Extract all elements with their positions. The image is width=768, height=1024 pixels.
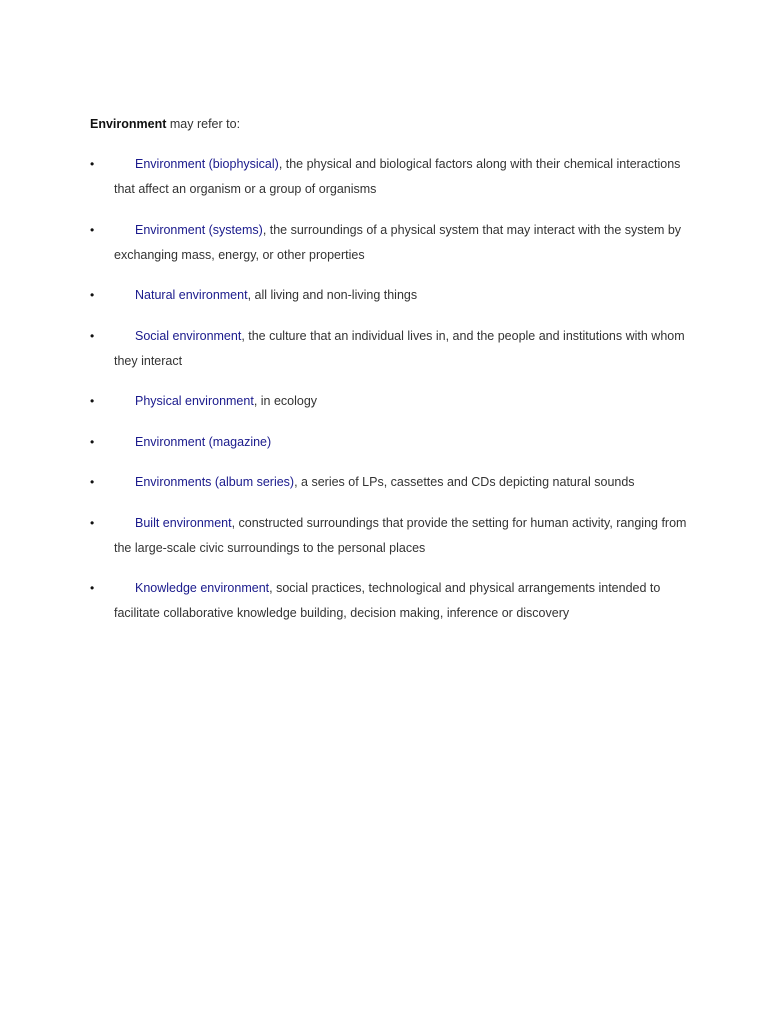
link-environment-biophysical[interactable]: Environment (biophysical) (135, 157, 279, 171)
bullet-icon: • (90, 222, 95, 237)
link-built-environment[interactable]: Built environment (135, 515, 232, 530)
list-item (90, 389, 690, 414)
item-description: , in ecology (253, 394, 318, 408)
link-environment-systems[interactable]: Environment (systems) (135, 222, 263, 237)
link-physical-environment[interactable]: Physical environment (135, 394, 254, 408)
disambiguation-list (90, 152, 690, 642)
item-description: , the physical and biological factors along with their chemical interactions that affect an organism or a group of organisms (114, 157, 681, 196)
item-description: , all living and non-living things (247, 288, 418, 302)
item-description: , social practices, technological and physical arrangements intended to facilitate collaborative knowledge building, decision making, inference or discovery (114, 581, 661, 620)
list-item (90, 511, 690, 561)
link-social-environment[interactable]: Social environment (135, 328, 242, 343)
bullet-icon: • (90, 288, 95, 302)
list-item (90, 152, 690, 202)
list-item (90, 576, 690, 626)
bullet-icon: • (90, 581, 95, 595)
list-item (90, 218, 690, 268)
bullet-icon: • (90, 515, 95, 530)
intro-rest: may refer to: (166, 117, 241, 131)
list-item (90, 324, 690, 374)
list-item (90, 470, 690, 495)
item-description: , constructed surroundings that provide the setting for human activity, ranging from the large-scale civic surroundings to the personal places (114, 515, 687, 555)
bullet-icon: • (90, 157, 95, 171)
list-item (90, 283, 690, 308)
link-knowledge-environment[interactable]: Knowledge environment (135, 581, 270, 595)
list-item (90, 430, 690, 455)
bullet-icon: • (90, 394, 95, 408)
item-description: , the culture that an individual lives in, and the people and institutions with whom they interact (114, 328, 685, 368)
item-description: , the surroundings of a physical system that may interact with the system by exchanging mass, energy, or other properties (114, 222, 682, 262)
bullet-icon: • (90, 475, 95, 489)
bullet-icon: • (90, 434, 95, 449)
item-description: , a series of LPs, cassettes and CDs depicting natural sounds (294, 475, 635, 489)
bullet-icon: • (90, 328, 95, 343)
link-environments-album-series[interactable]: Environments (album series) (135, 475, 295, 489)
intro-term: Environment (90, 117, 167, 131)
intro-line (90, 116, 240, 132)
link-natural-environment[interactable]: Natural environment (135, 288, 248, 302)
link-environment-magazine[interactable]: Environment (magazine) (135, 434, 272, 449)
